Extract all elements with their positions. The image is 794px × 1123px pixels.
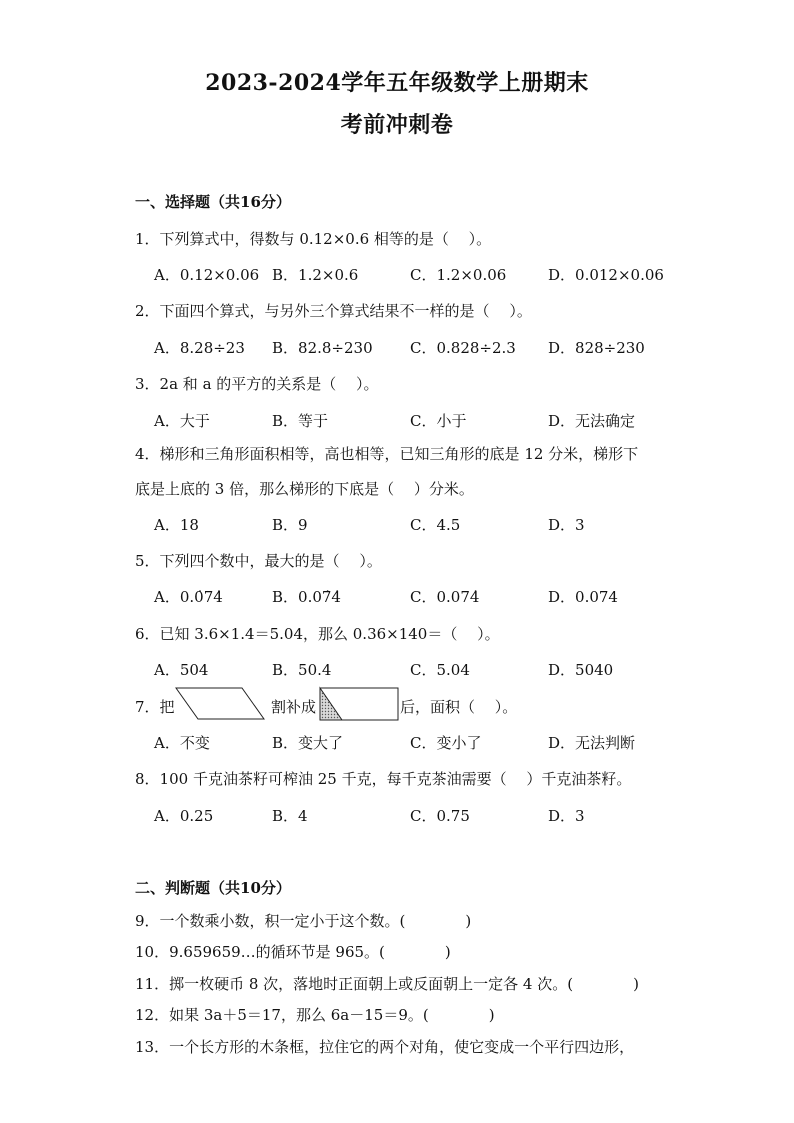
q3-option-b: B．等于	[272, 412, 329, 430]
rectangle-figure	[318, 686, 400, 722]
question-1: 1．下列算式中，得数与 0.12×0.6 相等的是（ ）。	[135, 230, 492, 248]
question-5: 5．下列四个数中，最大的是（ ）。	[135, 552, 382, 570]
q3-option-d: D．无法确定	[548, 412, 636, 430]
q5-option-a: A．0.0̇74̇	[154, 588, 223, 606]
question-7-middle: 割补成	[271, 698, 317, 716]
q4-option-b: B．9	[272, 516, 308, 534]
q5-option-d: D．0.074	[548, 588, 618, 606]
q1-option-d: D．0.012×0.06	[548, 266, 664, 284]
parallelogram-figure	[172, 686, 268, 722]
q1-option-c: C．1.2×0.06	[410, 266, 507, 284]
q4-option-c: C．4.5	[410, 516, 461, 534]
question-11: 11．掷一枚硬币 8 次，落地时正面朝上或反面朝上一定各 4 次。( )	[135, 975, 639, 993]
q2-option-b: B．82.8÷230	[272, 339, 373, 357]
q5-option-b: B．0.07̇4̇	[272, 588, 341, 606]
question-3: 3．2a 和 a 的平方的关系是（ ）。	[135, 375, 379, 393]
q8-option-d: D．3	[548, 807, 585, 825]
question-12: 12．如果 3a＋5＝17，那么 6a－15＝9。( )	[135, 1006, 495, 1024]
exam-title: 2023-2024学年五年级数学上册期末	[205, 70, 589, 96]
q7-option-a: A．不变	[154, 734, 210, 752]
q7-option-c: C．变小了	[410, 734, 482, 752]
q6-option-a: A．504	[154, 661, 209, 679]
question-4-line-1: 4．梯形和三角形面积相等，高也相等，已知三角形的底是 12 分米，梯形下	[135, 445, 639, 463]
q6-option-c: C．5.04	[410, 661, 470, 679]
q7-option-d: D．无法判断	[548, 734, 636, 752]
q2-option-c: C．0.828÷2.3	[410, 339, 516, 357]
q6-option-d: D．5040	[548, 661, 614, 679]
question-10: 10．9.659659…的循环节是 965。( )	[135, 943, 451, 961]
q2-option-a: A．8.28÷23	[154, 339, 245, 357]
question-9: 9．一个数乘小数，积一定小于这个数。( )	[135, 912, 472, 930]
q5-option-c: C．0.074̇	[410, 588, 480, 606]
q8-option-c: C．0.75	[410, 807, 470, 825]
q6-option-b: B．50.4	[272, 661, 332, 679]
question-13: 13．一个长方形的木条框，拉住它的两个对角，使它变成一个平行四边形，	[135, 1038, 635, 1056]
q7-option-b: B．变大了	[272, 734, 344, 752]
q3-option-a: A．大于	[154, 412, 210, 430]
q1-option-a: A．0.12×0.06	[154, 266, 260, 284]
q4-option-a: A．18	[154, 516, 199, 534]
q8-option-b: B．4	[272, 807, 308, 825]
q2-option-d: D．828÷230	[548, 339, 645, 357]
q3-option-c: C．小于	[410, 412, 467, 430]
question-4-line-2: 底是上底的 3 倍，那么梯形的下底是（ ）分米。	[135, 480, 474, 498]
question-8: 8．100 千克油茶籽可榨油 25 千克，每千克茶油需要（ ）千克油茶籽。	[135, 770, 632, 788]
question-7-suffix: 后，面积（ ）。	[400, 698, 518, 716]
question-2: 2．下面四个算式，与另外三个算式结果不一样的是（ ）。	[135, 302, 532, 320]
q8-option-a: A．0.25	[154, 807, 214, 825]
question-7-prefix: 7．把	[135, 698, 175, 716]
section-choice-heading: 一、选择题（共16分）	[135, 193, 291, 211]
section-judgement-heading: 二、判断题（共10分）	[135, 879, 291, 897]
exam-subtitle: 考前冲刺卷	[340, 112, 454, 138]
question-6: 6．已知 3.6×1.4＝5.04，那么 0.36×140＝（ ）。	[135, 625, 500, 643]
q1-option-b: B．1.2×0.6	[272, 266, 359, 284]
q4-option-d: D．3	[548, 516, 585, 534]
